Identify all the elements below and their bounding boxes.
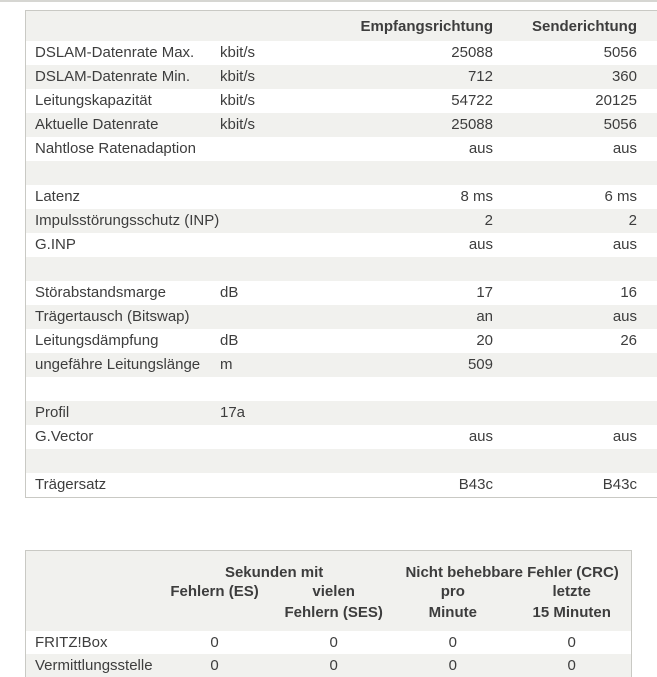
column-header-pro-minute (393, 581, 512, 631)
error-table-row (26, 631, 632, 654)
dsl-table-row (26, 137, 657, 161)
dsl-spacer-row (26, 257, 657, 281)
row-recv-value: 25088 (451, 44, 493, 61)
row-send-value: 360 (611, 68, 637, 85)
row-send-value: 2 (628, 212, 637, 229)
column-header-vielen-fehlern-ses (274, 581, 393, 631)
dsl-parameters-table (25, 10, 657, 498)
row-recv-value: 20 (476, 332, 493, 349)
row-label: FRITZ!Box (35, 634, 108, 651)
row-send-value: aus (612, 236, 637, 253)
row-send-value (493, 353, 657, 377)
dsl-table-row (26, 353, 657, 377)
row-unit (220, 473, 280, 498)
row-recv-value: aus (468, 428, 493, 445)
row-send-value (493, 401, 657, 425)
error-table-header (26, 551, 632, 632)
error-table-body (26, 631, 632, 677)
row-label: Leitungskapazität (35, 92, 152, 109)
row-recv-value: an (476, 308, 493, 325)
error-count-value: 0 (329, 657, 338, 674)
header-empty-unit (220, 11, 280, 42)
row-recv-value (280, 377, 493, 401)
row-send-value: 20125 (595, 92, 637, 109)
dsl-table-row (26, 113, 657, 137)
row-send-value: 5056 (603, 44, 637, 61)
row-recv-value: 8 ms (460, 188, 493, 205)
row-recv-value: 509 (467, 356, 493, 373)
dsl-table-row (26, 185, 657, 209)
header-line: pro (440, 583, 465, 600)
row-label: DSLAM-Datenrate Min. (35, 68, 191, 85)
row-unit: dB (220, 332, 239, 349)
row-recv-value (280, 257, 493, 281)
dsl-table-row (26, 329, 657, 353)
header-line: 15 Minuten (532, 604, 611, 621)
row-send-value: 6 ms (604, 188, 637, 205)
dsl-table-row (26, 209, 657, 233)
row-label: Leitungsdämpfung (35, 332, 159, 349)
row-label (26, 257, 221, 281)
row-recv-value: aus (468, 236, 493, 253)
column-header-empfangsrichtung: Empfangsrichtung (360, 17, 493, 35)
error-counters-table (25, 550, 632, 677)
row-label (26, 377, 221, 401)
row-recv-value: 2 (484, 212, 493, 229)
row-label: ungefähre Leitungslänge (35, 356, 201, 373)
row-unit: m (220, 356, 233, 373)
row-unit (220, 233, 280, 257)
row-unit (220, 377, 280, 401)
row-recv-value (280, 161, 493, 185)
row-recv-value (280, 401, 493, 425)
group-header-sekunden-mit: Sekunden mit (224, 564, 324, 581)
header-line: Fehlern (SES) (284, 604, 383, 621)
row-unit (220, 305, 280, 329)
row-label: G.Vector (35, 428, 94, 445)
group-header-crc: Nicht behebbare Fehler (CRC) (405, 564, 619, 581)
row-unit (220, 161, 280, 185)
row-label: Impulsstörungsschutz (INP) (35, 212, 220, 229)
row-label (26, 449, 221, 473)
header-line: Minute (428, 604, 477, 621)
row-unit: 17a (220, 404, 246, 421)
dsl-table-row (26, 41, 657, 65)
row-label: G.INP (35, 236, 76, 253)
row-send-value (493, 449, 657, 473)
row-label: Latenz (35, 188, 81, 205)
group-header-empty (26, 551, 156, 582)
dsl-table-row (26, 425, 657, 449)
row-unit: dB (220, 284, 239, 301)
row-recv-value: aus (468, 140, 493, 157)
row-send-value: aus (612, 308, 637, 325)
error-group-header-row (26, 551, 632, 582)
row-label: Trägertausch (Bitswap) (35, 308, 190, 325)
row-send-value: 5056 (603, 116, 637, 133)
row-send-value: B43c (602, 476, 637, 493)
dsl-header-row (26, 11, 657, 42)
row-recv-value: 712 (467, 68, 493, 85)
row-label: Trägersatz (35, 476, 107, 493)
row-recv-value: 25088 (451, 116, 493, 133)
error-count-value: 0 (210, 634, 219, 651)
top-divider (0, 0, 657, 2)
dsl-table-row (26, 233, 657, 257)
dsl-spacer-row (26, 377, 657, 401)
dsl-spacer-row (26, 449, 657, 473)
error-count-value: 0 (567, 634, 576, 651)
header-line: letzte (552, 583, 591, 600)
error-count-value: 0 (448, 634, 457, 651)
row-recv-value: 54722 (451, 92, 493, 109)
row-recv-value: B43c (458, 476, 493, 493)
row-unit (220, 209, 280, 233)
row-unit (220, 137, 280, 161)
header-empty-label (26, 11, 221, 42)
row-label (26, 161, 221, 185)
dsl-table-row (26, 89, 657, 113)
header-line: vielen (312, 583, 355, 600)
error-count-value: 0 (567, 657, 576, 674)
error-sub-header-row (26, 581, 632, 631)
dsl-table-row (26, 305, 657, 329)
dsl-table-row (26, 65, 657, 89)
row-label: Profil (35, 404, 70, 421)
dsl-table-header (26, 11, 657, 42)
row-send-value (493, 257, 657, 281)
row-unit: kbit/s (220, 116, 256, 133)
error-table-row (26, 654, 632, 677)
row-send-value: 26 (620, 332, 637, 349)
dsl-spacer-row (26, 161, 657, 185)
column-header-fehlern-es (155, 581, 274, 631)
row-recv-value (280, 449, 493, 473)
row-send-value (493, 377, 657, 401)
row-label: DSLAM-Datenrate Max. (35, 44, 195, 61)
row-unit: kbit/s (220, 44, 256, 61)
dsl-table-row (26, 473, 657, 498)
error-count-value: 0 (210, 657, 219, 674)
row-unit: kbit/s (220, 92, 256, 109)
row-label: Aktuelle Datenrate (35, 116, 159, 133)
row-label: Störabstandsmarge (35, 284, 166, 301)
dsl-table-row (26, 401, 657, 425)
row-label: Vermittlungsstelle (35, 657, 153, 674)
row-send-value: aus (612, 428, 637, 445)
error-count-value: 0 (329, 634, 338, 651)
row-unit: kbit/s (220, 68, 256, 85)
row-unit (220, 449, 280, 473)
row-send-value: aus (612, 140, 637, 157)
header-line: Fehlern (ES) (170, 583, 259, 600)
error-count-value: 0 (448, 657, 457, 674)
dsl-table-body (26, 41, 657, 498)
row-send-value (493, 161, 657, 185)
row-unit (220, 185, 280, 209)
column-header-senderichtung: Senderichtung (531, 17, 637, 35)
row-unit (220, 425, 280, 449)
row-send-value: 16 (620, 284, 637, 301)
row-recv-value: 17 (476, 284, 493, 301)
column-header-letzte-15-minuten (512, 581, 631, 631)
dsl-table-row (26, 281, 657, 305)
row-label: Nahtlose Ratenadaption (35, 140, 196, 157)
sub-header-empty (26, 581, 156, 631)
row-unit (220, 257, 280, 281)
